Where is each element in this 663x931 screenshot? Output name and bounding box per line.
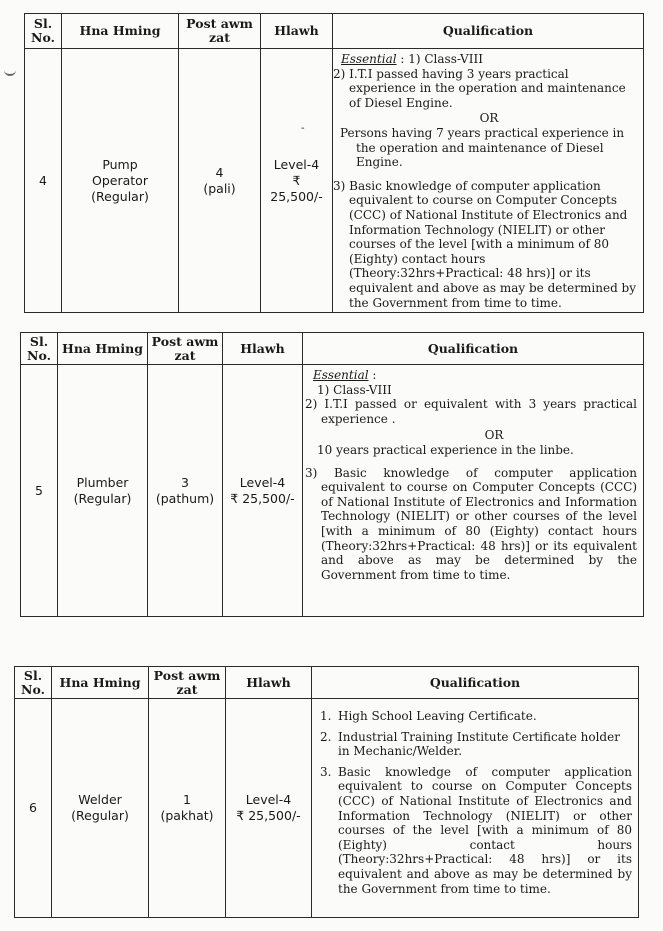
essential-line: [341, 52, 637, 67]
post-count-word: (pathum): [155, 490, 215, 506]
qual-item-number: 1.: [320, 709, 332, 723]
post-count-word: (pali): [203, 180, 236, 196]
header-qualification: Qualification: [333, 14, 644, 49]
qualification-cell: [303, 365, 644, 617]
post-count-number: 1: [183, 792, 191, 807]
post-name-type: (Regular): [71, 808, 129, 823]
essential-colon: :: [372, 368, 377, 382]
header-sl-no: Sl. No.: [25, 14, 62, 49]
post-count-number: 4: [215, 164, 224, 180]
stray-mark: -: [301, 123, 305, 134]
qual-item: [320, 709, 632, 724]
pay-scale: [261, 49, 333, 313]
essential-label: Essential: [313, 368, 369, 382]
post-count: [148, 365, 223, 617]
qual-item-number: 3.: [320, 764, 332, 779]
qual-item-1: : 1) Class-VIII: [400, 52, 483, 66]
qual-alternative: 10 years practical experience in the linbe.: [317, 442, 574, 457]
post-name-line: Pump: [102, 156, 138, 172]
qualification-cell: [312, 699, 639, 918]
qual-item-number: 2.: [320, 729, 332, 744]
sl-no: 6: [15, 699, 52, 918]
qual-item: [320, 765, 632, 896]
post-name-type: (Regular): [73, 490, 132, 506]
qualification-cell: [333, 49, 644, 313]
qual-alternative: Persons having 7 years practical experience in the operation and maintenance of Diesel Engine.: [340, 125, 625, 170]
pay-level: Level-4: [273, 156, 320, 172]
pay-scale: [223, 365, 303, 617]
or-separator: OR: [484, 428, 504, 443]
margin-mark: [4, 66, 16, 76]
essential-line: [313, 368, 637, 383]
header-name: Hna Hming: [58, 333, 148, 365]
pay-amount: 25,500/-: [270, 188, 323, 204]
pay-scale: [226, 699, 312, 918]
sl-no: 4: [25, 49, 62, 313]
qual-item-2: 2) I.T.I passed or equivalent with 3 years practical experience .: [305, 397, 637, 426]
qual-item-3: 3) Basic knowledge of computer application equivalent to course on Computer Concepts (CCC) of National Institute of Electronics and Information Technology (NIELIT) or other courses of the level [with a minimum of 80 (Eighty) contact hours (Theory:32hrs+Practical: 48 hrs)] or its equivalent and above as may be determined by the Government from time to time.: [305, 465, 637, 582]
header-name: Hna Hming: [52, 667, 149, 699]
pay-level: Level-4: [245, 792, 292, 807]
post-name: [58, 365, 148, 617]
table-pump-operator: [24, 13, 644, 313]
header-sl-no: Sl. No.: [15, 667, 52, 699]
post-count-number: 3: [181, 474, 189, 490]
or-separator: OR: [479, 111, 499, 126]
post-name: [62, 49, 179, 313]
header-pay: Hlawh: [261, 14, 333, 49]
qual-item-2: Industrial Training Institute Certificate holder in Mechanic/Welder.: [338, 729, 620, 759]
post-count: [179, 49, 261, 313]
qual-item-3: Basic knowledge of computer application equivalent to course on Computer Concepts (CCC) of National Institute of Electronics and Information Technology (NIELIT) or other courses of the level [with a minimum of 80 (Eighty) contact hours (Theory:32hrs+Practical: 48 hrs)] or its equivalent and above as may be determined by the Government from time to time.: [338, 764, 632, 896]
essential-label: Essential: [341, 52, 397, 66]
header-post-count: Post awm zat: [148, 333, 223, 365]
post-name-line: Plumber: [76, 474, 129, 490]
qual-item-2: 2) I.T.I passed having 3 years practical experience in the operation and maintenance of Diesel Engine.: [333, 66, 626, 110]
table-welder: [14, 666, 639, 918]
pay-amount: ₹ 25,500/-: [236, 808, 301, 823]
header-pay: Hlawh: [223, 333, 303, 365]
header-sl-no: Sl. No.: [21, 333, 58, 365]
post-name-line: Welder: [78, 792, 122, 807]
post-count-word: (pakhat): [160, 808, 214, 823]
header-qualification: Qualification: [312, 667, 639, 699]
rupee-symbol: ₹: [292, 172, 301, 188]
qual-item-1: 1) Class-VIII: [317, 382, 392, 397]
post-name-type: (Regular): [91, 188, 149, 204]
sl-no: 5: [21, 365, 58, 617]
header-qualification: Qualification: [303, 333, 644, 365]
qual-item: [320, 730, 632, 759]
qual-item-3: 3) Basic knowledge of computer application equivalent to course on Computer Concepts (CCC) of National Institute of Electronics and Information Technology (NIELIT) or other courses of the level [with a minimum of 80 (Eighty) contact hours (Theory:32hrs+Practical: 48 hrs)] or its equivalent and above as may be determined by the Government from time to time.: [333, 178, 637, 310]
header-pay: Hlawh: [226, 667, 312, 699]
header-name: Hna Hming: [62, 14, 179, 49]
post-count: [149, 699, 226, 918]
post-name: [52, 699, 149, 918]
post-name-line: Operator: [92, 172, 148, 188]
table-plumber: [20, 332, 644, 617]
header-post-count: Post awm zat: [179, 14, 261, 49]
pay-level: Level-4: [239, 474, 286, 490]
header-post-count: Post awm zat: [149, 667, 226, 699]
pay-amount: ₹ 25,500/-: [230, 490, 295, 506]
qual-item-1: High School Leaving Certificate.: [338, 709, 537, 723]
